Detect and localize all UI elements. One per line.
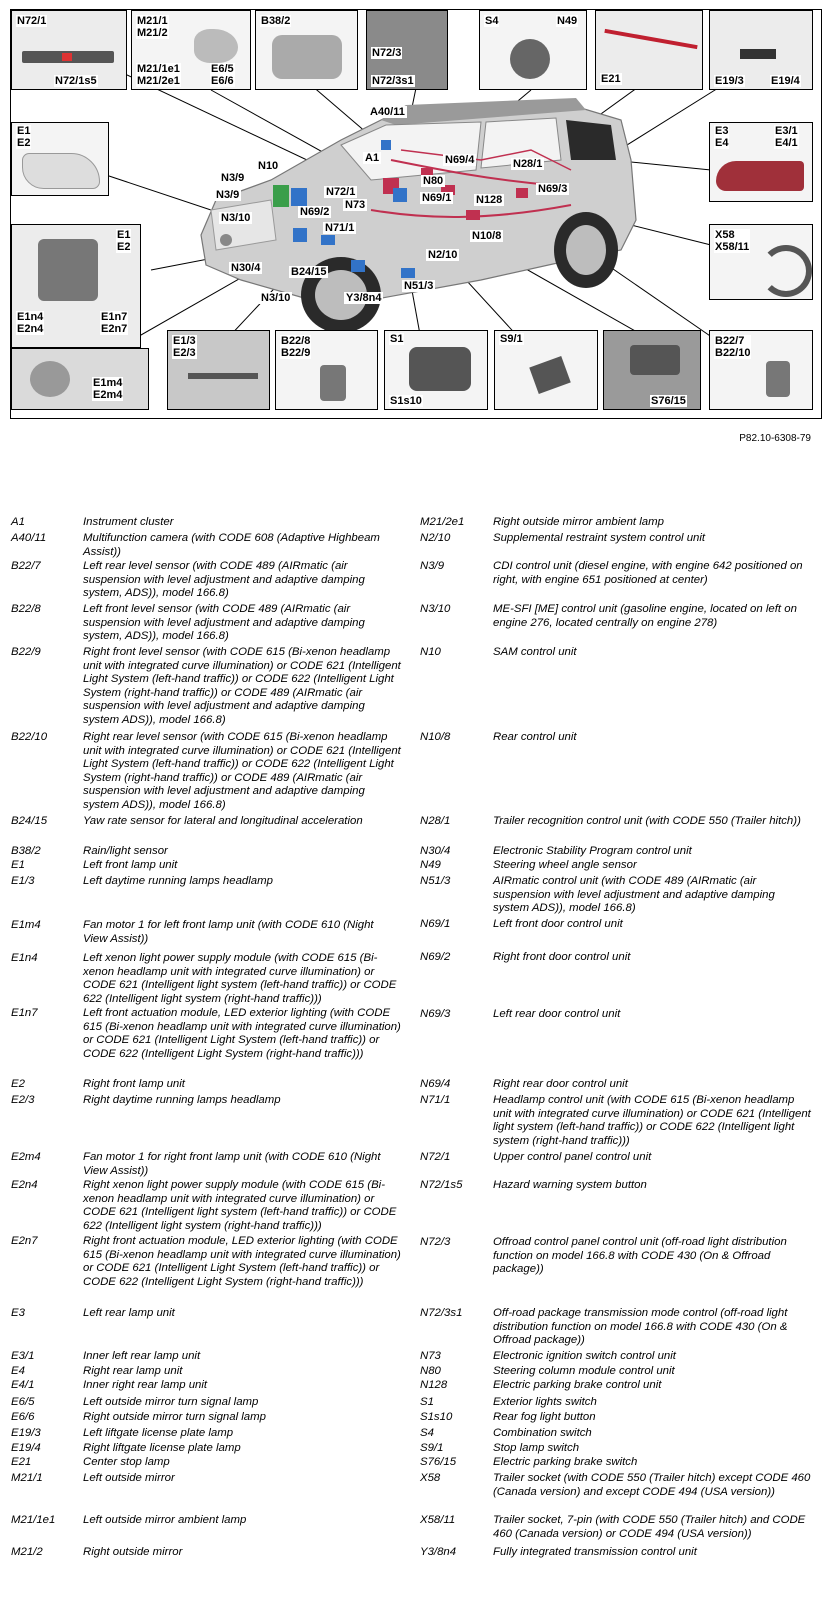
- inset-label: X58 X58/11: [715, 229, 750, 253]
- callout-y3-8n4: Y3/8n4: [346, 292, 382, 304]
- legend-description: Right daytime running lamps headlamp: [83, 1094, 281, 1106]
- legend-description: Offroad control panel control unit (off-road light distribution function on model 166.8 with CODE 430 (On & Offroad package)): [493, 1236, 787, 1275]
- inset-label: E1/3 E2/3: [173, 335, 196, 359]
- legend-description: SAM control unit: [493, 646, 577, 658]
- legend-code: N80: [420, 1365, 441, 1377]
- inset-e1-e2-lamp: [11, 122, 109, 196]
- legend-description: Multifunction camera (with CODE 608 (Adaptive Highbeam Assist)): [83, 532, 380, 558]
- inset-label: E3/1 E4/1: [775, 125, 798, 149]
- inset-e21: [595, 10, 703, 90]
- legend-description: CDI control unit (diesel engine, with engine 642 positioned on right, with engine 651 positioned at center): [493, 560, 803, 586]
- license-plate-lamp-image: [740, 49, 776, 59]
- legend-description: Electric parking brake control unit: [493, 1379, 662, 1391]
- inset-label: E21: [601, 73, 621, 85]
- legend-description: Electronic Stability Program control unit: [493, 845, 692, 857]
- legend-code: E6/5: [11, 1396, 35, 1408]
- legend-code: N71/1: [420, 1094, 451, 1106]
- legend-code: N3/10: [420, 603, 451, 615]
- legend-description: Left rear lamp unit: [83, 1307, 175, 1319]
- callout-n80: N80: [423, 175, 444, 187]
- legend-description: Left rear door control unit: [493, 1008, 621, 1020]
- legend-description: Left xenon light power supply module (with CODE 615 (Bi-xenon headlamp unit with integrated curve illumination) or CODE 621 (Intelligent light system (left-hand traffic)) or CODE 622 (Intelligent light system (right-hand traffic))): [83, 952, 397, 1005]
- inset-s76-15: [603, 330, 701, 410]
- legend-description: Left outside mirror: [83, 1472, 175, 1484]
- legend-code: X58/11: [420, 1514, 456, 1526]
- inset-label: S1: [390, 333, 404, 345]
- legend-code: A40/11: [11, 532, 47, 544]
- legend-code: N2/10: [420, 532, 451, 544]
- legend-description: AIRmatic control unit (with CODE 489 (AIRmatic (air suspension with level adjustment and adaptive damping system ADS)), model 166.8): [493, 875, 775, 914]
- legend-description: Fan motor 1 for left front lamp unit (with CODE 610 (Night View Assist)): [83, 919, 374, 945]
- rear-lamp-image: [716, 161, 804, 191]
- legend-code: E4: [11, 1365, 25, 1377]
- inset-label: E19/4: [771, 75, 800, 87]
- legend-code: N10/8: [420, 731, 451, 743]
- inset-label: E3 E4: [715, 125, 729, 149]
- legend-code: E4/1: [11, 1379, 35, 1391]
- legend-description: Right front door control unit: [493, 951, 631, 963]
- inset-s1: [384, 330, 488, 410]
- legend-description: Left front door control unit: [493, 918, 623, 930]
- inset-label: B22/7 B22/10: [715, 335, 751, 359]
- callout-n3-9-a: N3/9: [221, 172, 245, 184]
- legend-code: N10: [420, 646, 441, 658]
- inset-label: N72/3s1: [372, 75, 414, 87]
- legend-description: Right xenon light power supply module (with CODE 615 (Bi-xenon headlamp unit with integrated curve illumination) or CODE 621 (Intelligent light system (left-hand traffic)) or CODE 622 (Intelligent light system (right-hand traffic))): [83, 1179, 397, 1232]
- parking-brake-switch-image: [630, 345, 680, 375]
- callout-n10: N10: [258, 160, 279, 172]
- legend-code: B22/9: [11, 646, 41, 658]
- inset-m21: [131, 10, 251, 90]
- legend-description: Combination switch: [493, 1427, 592, 1439]
- callout-n69-4: N69/4: [445, 154, 475, 166]
- legend-description: Steering column module control unit: [493, 1365, 675, 1377]
- inset-e3-e4: [709, 122, 813, 202]
- callout-n69-1: N69/1: [422, 192, 452, 204]
- inset-n72-1: [11, 10, 127, 90]
- legend-code: E1m4: [11, 919, 41, 931]
- combination-switch-image: [510, 39, 550, 79]
- legend-description: Exterior lights switch: [493, 1396, 597, 1408]
- legend-code: N69/1: [420, 918, 451, 930]
- legend-description: Right front actuation module, LED exterior lighting (with CODE 615 (Bi-xenon headlamp unit with integrated curve illumination) or CODE 621 (Intelligent Light System (left-hand traffic)) or CODE 622 (Intelligent Light System (right-hand traffic))): [83, 1235, 401, 1288]
- legend-code: E21: [11, 1456, 32, 1468]
- legend-code: S1s10: [420, 1411, 453, 1423]
- legend-description: Right liftgate license plate lamp: [83, 1442, 241, 1454]
- legend-code: E2n4: [11, 1179, 38, 1191]
- legend-description: Inner right rear lamp unit: [83, 1379, 208, 1391]
- center-stop-lamp-image: [604, 29, 697, 49]
- inset-label: N49: [557, 15, 578, 27]
- callout-b24-15: B24/15: [291, 266, 327, 278]
- callout-n30-4: N30/4: [231, 262, 261, 274]
- inset-s4-n49: [479, 10, 587, 90]
- legend-code: S9/1: [420, 1442, 444, 1454]
- stop-lamp-switch-image: [529, 356, 571, 394]
- legend-code: N73: [420, 1350, 441, 1362]
- inset-n72-3: [366, 10, 448, 90]
- callout-n69-2: N69/2: [300, 206, 330, 218]
- legend-description: Electric parking brake switch: [493, 1456, 638, 1468]
- legend-code: S4: [420, 1427, 434, 1439]
- legend-description: Yaw rate sensor for lateral and longitudinal acceleration: [83, 815, 363, 827]
- legend-description: Left liftgate license plate lamp: [83, 1427, 234, 1439]
- callout-a40-11: A40/11: [370, 106, 405, 118]
- callout-n128: N128: [476, 194, 503, 206]
- component-location-figure: [10, 9, 822, 419]
- inset-b22-8: [275, 330, 378, 410]
- callout-n69-3: N69/3: [538, 183, 568, 195]
- legend-code: M21/2e1: [420, 516, 465, 528]
- legend-description: Rear control unit: [493, 731, 577, 743]
- inset-label: S4: [485, 15, 499, 27]
- legend-description: Left outside mirror turn signal lamp: [83, 1396, 259, 1408]
- legend-code: A1: [11, 516, 25, 528]
- inset-e1m4: [11, 348, 149, 410]
- legend-code: N72/3s1: [420, 1307, 463, 1319]
- legend-code: E6/6: [11, 1411, 35, 1423]
- legend-code: S76/15: [420, 1456, 457, 1468]
- legend-code: N28/1: [420, 815, 451, 827]
- legend-description: Right front level sensor (with CODE 615 (Bi-xenon headlamp unit with integrated curve illumination) or CODE 621 (Intelligent Light System (left-hand traffic)) or CODE 622 (Intelligent Light System (right-hand traffic)) or CODE 489 (AIRmatic (air suspension with level adjustment and adaptive damping system ADS)), model 166.8): [83, 646, 401, 726]
- inset-e1-e2-module: [11, 224, 141, 348]
- legend-code: N49: [420, 859, 441, 871]
- inset-label: M21/1e1 M21/2e1: [137, 63, 180, 87]
- mirror-image: [194, 29, 238, 63]
- callout-a1: A1: [365, 152, 380, 164]
- inset-label: S76/15: [651, 395, 686, 407]
- inset-x58: [709, 224, 813, 300]
- legend-code: Y3/8n4: [420, 1546, 457, 1558]
- legend-code: N72/1: [420, 1151, 451, 1163]
- legend-code: E1: [11, 859, 25, 871]
- legend-code: B24/15: [11, 815, 48, 827]
- legend-code: E2m4: [11, 1151, 41, 1163]
- inset-b38-2: [255, 10, 358, 90]
- legend-code: N72/1s5: [420, 1179, 463, 1191]
- rain-light-sensor-image: [272, 35, 342, 79]
- legend-code: E3/1: [11, 1350, 35, 1362]
- legend-description: Left front lamp unit: [83, 859, 178, 871]
- legend-code: N72/3: [420, 1236, 451, 1248]
- inset-label: N72/1: [17, 15, 47, 27]
- legend-description: Left outside mirror ambient lamp: [83, 1514, 247, 1526]
- inset-label: B38/2: [261, 15, 291, 27]
- legend-description: Right outside mirror ambient lamp: [493, 516, 664, 528]
- trailer-socket-image: [760, 245, 812, 297]
- legend-description: Right outside mirror: [83, 1546, 183, 1558]
- legend-code: E1n7: [11, 1007, 38, 1019]
- inset-label: M21/1 M21/2: [137, 15, 168, 39]
- headlamp-module-image: [38, 239, 98, 301]
- legend-code: B38/2: [11, 845, 41, 857]
- figure-id: P82.10-6308-79: [739, 433, 811, 444]
- inset-label: E1m4 E2m4: [93, 377, 123, 401]
- legend-code: N69/4: [420, 1078, 451, 1090]
- legend-code: B22/8: [11, 603, 41, 615]
- legend-description: Inner left rear lamp unit: [83, 1350, 201, 1362]
- inset-e19: [709, 10, 813, 90]
- legend-code: B22/10: [11, 731, 48, 743]
- rear-level-sensor-image: [766, 361, 790, 397]
- legend-description: Upper control panel control unit: [493, 1151, 652, 1163]
- legend-description: Instrument cluster: [83, 516, 174, 528]
- legend-description: Headlamp control unit (with CODE 615 (Bi-xenon headlamp unit with integrated curve illumination) or CODE 621 (Intelligent light system (left-hand traffic)) or CODE 622 (Intelligent light system (right-hand traffic))): [493, 1094, 811, 1147]
- inset-label: E1n7 E2n7: [101, 311, 128, 335]
- legend-description: Trailer socket, 7-pin (with CODE 550 (Trailer hitch) and CODE 460 (Canada version) or CODE 494 (USA version)): [493, 1514, 806, 1540]
- fan-motor-image: [30, 361, 70, 397]
- inset-label: B22/8 B22/9: [281, 335, 311, 359]
- legend-code: M21/1e1: [11, 1514, 56, 1526]
- legend-description: Rear fog light button: [493, 1411, 596, 1423]
- callout-n73: N73: [345, 199, 366, 211]
- inset-label: N72/3: [372, 47, 402, 59]
- legend-description: Rain/light sensor: [83, 845, 168, 857]
- inset-label: N72/1s5: [55, 75, 97, 87]
- callout-n72-1: N72/1: [326, 186, 356, 198]
- legend-code: S1: [420, 1396, 434, 1408]
- legend-code: E2: [11, 1078, 25, 1090]
- legend-description: Steering wheel angle sensor: [493, 859, 637, 871]
- inset-label: S9/1: [500, 333, 523, 345]
- legend-code: N128: [420, 1379, 448, 1391]
- legend-code: E2/3: [11, 1094, 35, 1106]
- legend-description: Center stop lamp: [83, 1456, 170, 1468]
- inset-label: E19/3: [715, 75, 744, 87]
- inset-label: E1 E2: [17, 125, 31, 149]
- callout-n28-1: N28/1: [513, 158, 543, 170]
- legend-code: E19/3: [11, 1427, 41, 1439]
- legend-description: Stop lamp switch: [493, 1442, 580, 1454]
- callout-n3-10-b: N3/10: [261, 292, 291, 304]
- legend-description: Fan motor 1 for right front lamp unit (with CODE 610 (Night View Assist)): [83, 1151, 381, 1177]
- legend-code: E2n7: [11, 1235, 38, 1247]
- front-lamp-image: [22, 153, 100, 189]
- legend-code: M21/2: [11, 1546, 43, 1558]
- legend-description: Left daytime running lamps headlamp: [83, 875, 273, 887]
- inset-e1-3: [167, 330, 270, 410]
- legend-code: E3: [11, 1307, 25, 1319]
- legend-description: Left front actuation module, LED exterior lighting (with CODE 615 (Bi-xenon headlamp unit with integrated curve illumination) or CODE 621 (Intelligent Light System (left-hand traffic)) or CODE 622 (Intelligent Light System (right-hand traffic))): [83, 1007, 401, 1060]
- legend-code: E1/3: [11, 875, 35, 887]
- daytime-running-lamp-image: [188, 373, 258, 379]
- legend-code: N69/2: [420, 951, 451, 963]
- callout-n71-1: N71/1: [325, 222, 355, 234]
- legend-description: Hazard warning system button: [493, 1179, 647, 1191]
- legend-description: Off-road package transmission mode control (off-road light distribution function on model 166.8 with CODE 430 (On & Offroad package)): [493, 1307, 788, 1346]
- legend-description: Right front lamp unit: [83, 1078, 185, 1090]
- legend-code: E1n4: [11, 952, 38, 964]
- inset-label: E6/5 E6/6: [211, 63, 234, 87]
- legend-code: M21/1: [11, 1472, 43, 1484]
- callout-n3-10-a: N3/10: [221, 212, 251, 224]
- legend-description: Right rear level sensor (with CODE 615 (Bi-xenon headlamp unit with integrated curve illumination) or CODE 621 (Intelligent Light System (left-hand traffic)) or CODE 622 (Intelligent Light System (right-hand traffic)) or CODE 489 (AIRmatic (air suspension with level adjustment and adaptive damping system ADS)), model 166.8): [83, 731, 401, 811]
- legend-description: Electronic ignition switch control unit: [493, 1350, 676, 1362]
- level-sensor-image: [320, 365, 346, 401]
- callout-n10-8: N10/8: [472, 230, 502, 242]
- inset-label: S1s10: [390, 395, 422, 407]
- exterior-lights-switch-image: [409, 347, 471, 391]
- legend-description: Trailer socket (with CODE 550 (Trailer hitch) except CODE 460 (Canada version) and except CODE 494 (USA version)): [493, 1472, 811, 1498]
- legend-description: Trailer recognition control unit (with CODE 550 (Trailer hitch)): [493, 815, 801, 827]
- legend-code: N51/3: [420, 875, 451, 887]
- legend-code: N3/9: [420, 560, 445, 572]
- legend-description: Right rear lamp unit: [83, 1365, 183, 1377]
- legend-description: Left front level sensor (with CODE 489 (AIRmatic (air suspension with level adjustment and adaptive damping system, ADS)), model 166.8): [83, 603, 365, 642]
- callout-n51-3: N51/3: [404, 280, 434, 292]
- legend-description: Fully integrated transmission control unit: [493, 1546, 697, 1558]
- callout-n3-9-b: N3/9: [216, 189, 240, 201]
- legend-code: B22/7: [11, 560, 41, 572]
- legend-description: Supplemental restraint system control unit: [493, 532, 706, 544]
- inset-b22-7: [709, 330, 813, 410]
- legend-code: E19/4: [11, 1442, 41, 1454]
- legend-description: Right outside mirror turn signal lamp: [83, 1411, 266, 1423]
- legend-code: N69/3: [420, 1008, 451, 1020]
- inset-s9-1: [494, 330, 598, 410]
- callout-n2-10: N2/10: [428, 249, 458, 261]
- legend-code: X58: [420, 1472, 441, 1484]
- inset-label: E1 E2: [117, 229, 131, 253]
- legend-description: Left rear level sensor (with CODE 489 (AIRmatic (air suspension with level adjustment and adaptive damping system, ADS)), model 166.8): [83, 560, 365, 599]
- legend-description: ME-SFI [ME] control unit (gasoline engine, located on left on engine 276, located centrally on engine 278): [493, 603, 797, 629]
- legend-description: Right rear door control unit: [493, 1078, 628, 1090]
- hazard-button-image: [62, 53, 72, 61]
- inset-label: E1n4 E2n4: [17, 311, 44, 335]
- legend-code: N30/4: [420, 845, 451, 857]
